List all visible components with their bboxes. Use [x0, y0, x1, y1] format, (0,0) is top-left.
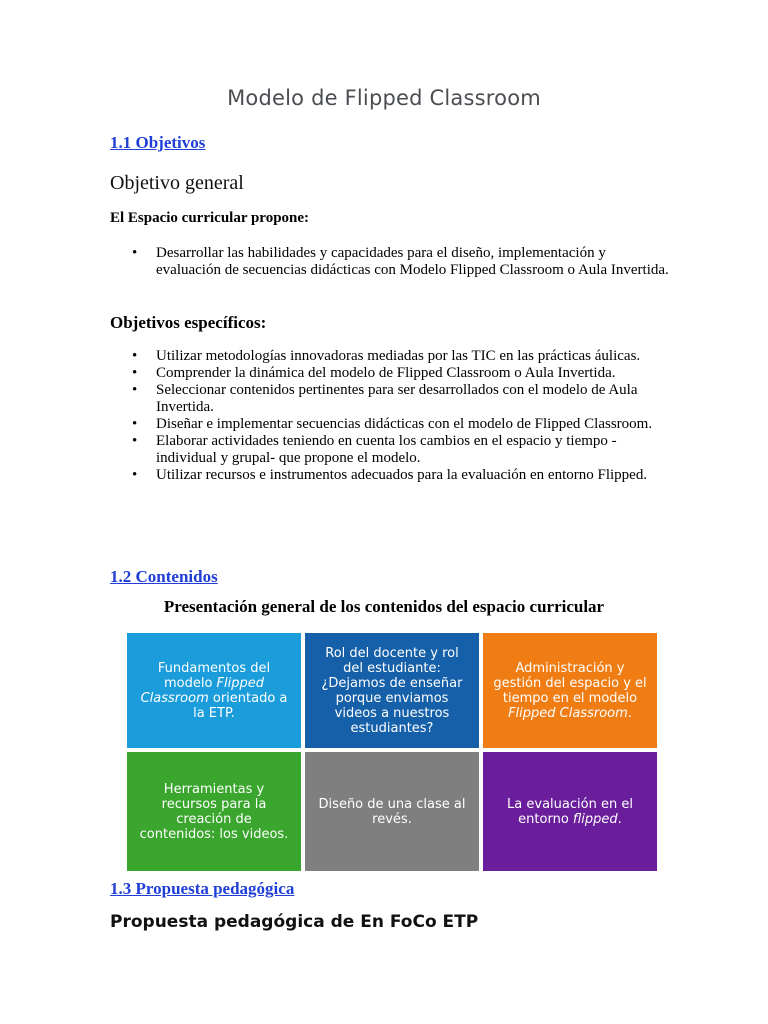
- content-tile-text: flipped: [572, 811, 618, 827]
- list-item: • Utilizar metodologías innovadoras mediadas por las TIC en las prácticas áulicas.: [110, 348, 670, 365]
- content-tile-text: .: [617, 811, 622, 827]
- section-link-propuesta[interactable]: 1.3 Propuesta pedagógica: [110, 879, 295, 898]
- section-link-contenidos[interactable]: 1.2 Contenidos: [110, 567, 218, 586]
- content-tile-text: La evaluación en el entorno: [507, 796, 633, 827]
- heading-objetivo-general: Objetivo general: [110, 172, 244, 194]
- content-tile-text: Herramientas y recursos para la creación de contenidos: los videos.: [139, 781, 289, 842]
- contents-grid: [127, 633, 657, 871]
- content-tile: [127, 752, 301, 871]
- content-tile-text: Flipped Classroom: [508, 705, 628, 721]
- content-tile-text: .: [627, 705, 632, 721]
- content-tile-text: Administración y gestión del espacio y el tiempo en el modelo: [493, 660, 647, 706]
- heading-objetivos-especificos: Objetivos específicos:: [110, 313, 267, 332]
- heading-propuesta-pedagogica: Propuesta pedagógica de En FoCo ETP: [110, 912, 479, 932]
- content-tile: [483, 752, 657, 871]
- list-item: • Seleccionar contenidos pertinentes para ser desarrollados con el modelo de Aula Invertida.: [110, 382, 670, 416]
- list-item: • Utilizar recursos e instrumentos adecuados para la evaluación en entorno Flipped.: [110, 467, 670, 484]
- lead-text: El Espacio curricular propone:: [110, 210, 310, 226]
- content-tile: [127, 633, 301, 748]
- specific-objectives-list: [110, 348, 670, 484]
- content-tile-text: Rol del docente y rol del estudiante: ¿Dejamos de enseñar porque enviamos videos a nuestros estudiantes?: [321, 645, 463, 736]
- content-tile-text: Diseño de una clase al revés.: [318, 796, 466, 827]
- list-item: • Diseñar e implementar secuencias didácticas con el modelo de Flipped Classroom.: [110, 416, 670, 433]
- general-objectives-list: [110, 245, 670, 279]
- list-item: • Desarrollar las habilidades y capacidades para el diseño, implementación y evaluación de secuencias didácticas con Modelo Flipped Classroom o Aula Invertida.: [110, 245, 670, 279]
- content-tile-text: Fundamentos del modelo: [157, 660, 271, 691]
- list-item: • Comprender la dinámica del modelo de Flipped Classroom o Aula Invertida.: [110, 365, 670, 382]
- contents-caption: Presentación general de los contenidos del espacio curricular: [163, 597, 605, 616]
- section-link-objetivos[interactable]: 1.1 Objetivos: [110, 133, 206, 152]
- content-tile: [305, 633, 479, 748]
- content-tile: [483, 633, 657, 748]
- list-item: • Elaborar actividades teniendo en cuenta los cambios en el espacio y tiempo -individual y grupal- que propone el modelo.: [110, 433, 670, 467]
- document-title: Modelo de Flipped Classroom: [227, 86, 541, 110]
- content-tile: [305, 752, 479, 871]
- content-tile-text: Flipped Classroom: [140, 675, 265, 706]
- content-tile-text: orientado a la ETP.: [193, 690, 288, 721]
